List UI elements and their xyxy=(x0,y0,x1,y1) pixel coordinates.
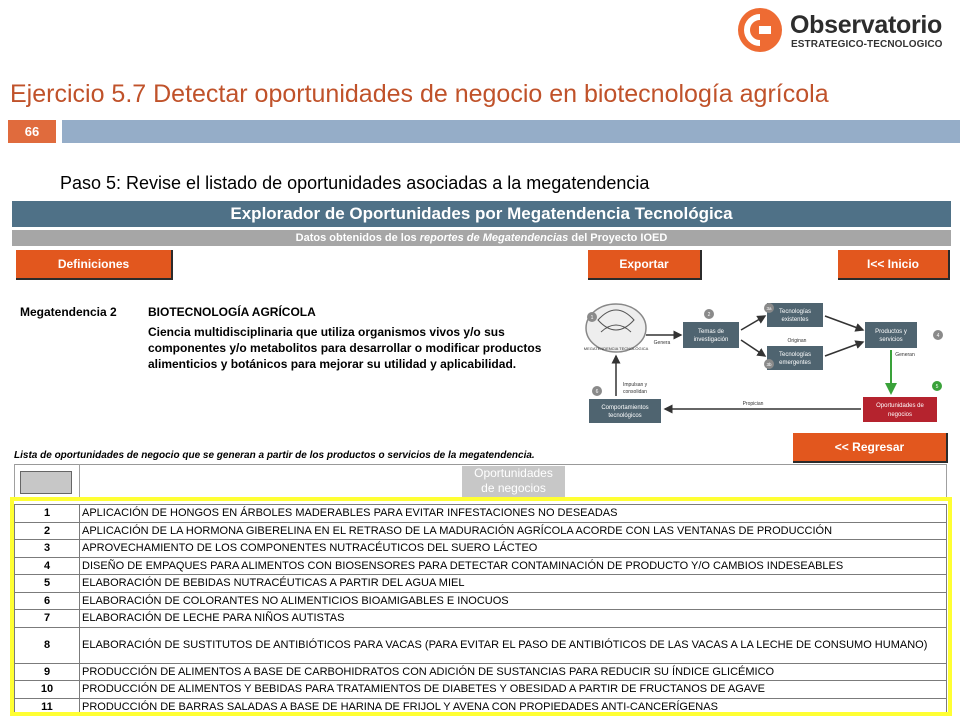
diagram-behaviors-l2: tecnológicos xyxy=(608,413,642,419)
diagram-research-l1: Temas de xyxy=(697,329,725,335)
row-number: 1 xyxy=(15,505,80,523)
diagram-research-l2: investigación xyxy=(693,337,729,343)
diagram-node-emerging-tech xyxy=(767,346,823,370)
diagram-existing-l2: existentes xyxy=(781,317,809,323)
explorer-sub-italic: reportes de Megatendencias xyxy=(419,232,569,244)
grid-line xyxy=(79,464,80,498)
diagram-megatrend-small: MEGATENDENCIA TECNOLÓGICA xyxy=(583,346,649,351)
diagram-label-impulsan-1: Impulsan y xyxy=(623,382,648,388)
row-number: 8 xyxy=(15,627,80,663)
diagram-step-number xyxy=(932,381,942,391)
svg-text:2: 2 xyxy=(707,312,711,318)
diagram-node-products xyxy=(865,322,917,348)
opportunities-column-header xyxy=(462,466,565,498)
megatrend-process-diagram xyxy=(583,298,948,426)
slide-title: Ejercicio 5.7 Detectar oportunidades de negocio en biotecnología agrícola xyxy=(10,80,829,108)
logo-subtitle: ESTRATEGICO-TECNOLOGICO xyxy=(791,39,943,50)
logo-wordmark: Observatorio xyxy=(790,11,943,39)
svg-text:3b: 3b xyxy=(766,362,772,367)
diagram-opportunities-l2: negocios xyxy=(887,412,913,418)
opportunities-header-l1: Oportunidades xyxy=(474,466,553,480)
opportunity-text: PRODUCCIÓN DE ALIMENTOS A BASE DE CARBOHIDRATOS CON ADICIÓN DE SUSTANCIAS PARA REDUCIR SU ÍNDICE GLICÉMICO xyxy=(80,663,947,681)
explorer-header: Explorador de Oportunidades por Megatendencia Tecnológica xyxy=(12,201,951,227)
opportunity-text: ELABORACIÓN DE COLORANTES NO ALIMENTICIOS BIOAMIGABLES E INOCUOS xyxy=(80,592,947,610)
opportunities-header-l2: de negocios xyxy=(481,481,546,495)
back-button[interactable]: << Regresar xyxy=(793,433,948,463)
diagram-step-number xyxy=(587,312,597,322)
opportunity-text: ELABORACIÓN DE SUSTITUTOS DE ANTIBIÓTICOS PARA VACAS (PARA EVITAR EL PASO DE ANTIBIÓTICOS DE LAS VACAS A LA LECHE DE CONSUMO HUMANO) xyxy=(80,627,947,663)
diagram-step-number xyxy=(592,386,602,396)
row-number: 7 xyxy=(15,610,80,628)
row-number: 11 xyxy=(15,698,80,716)
title-divider-bar xyxy=(62,120,960,143)
diagram-behaviors-l1: Comportamientos xyxy=(601,405,649,411)
diagram-step-number xyxy=(764,359,774,369)
megatrend-label: Megatendencia 2 xyxy=(20,305,117,319)
export-button[interactable]: Exportar xyxy=(588,250,702,280)
diagram-label-genera: Genera xyxy=(653,340,671,346)
diagram-node-research xyxy=(683,322,739,348)
opportunity-text: PRODUCCIÓN DE BARRAS SALADAS A BASE DE HARINA DE FRIJOL Y AVENA CON PROPIEDADES ANTI-CANCERÍGENAS xyxy=(80,698,947,716)
svg-text:1: 1 xyxy=(590,315,594,321)
explorer-sub-prefix: Datos obtenidos de los xyxy=(295,232,420,244)
diagram-label-impulsan-2: consolidan xyxy=(623,389,647,395)
row-number: 2 xyxy=(15,522,80,540)
row-number: 9 xyxy=(15,663,80,681)
svg-text:6: 6 xyxy=(595,389,599,395)
opportunity-text: APROVECHAMIENTO DE LOS COMPONENTES NUTRACÉUTICOS DEL SUERO LÁCTEO xyxy=(80,540,947,558)
opportunities-list-caption: Lista de oportunidades de negocio que se generan a partir de los productos o servicios de la megatendencia. xyxy=(14,450,535,461)
opportunity-text: DISEÑO DE EMPAQUES PARA ALIMENTOS CON BIOSENSORES PARA DETECTAR CONTAMINACIÓN DE PRODUCTO Y/O CAMBIOS INDESEABLES xyxy=(80,557,947,575)
opportunity-text: ELABORACIÓN DE LECHE PARA NIÑOS AUTISTAS xyxy=(80,610,947,628)
logo-mark-icon xyxy=(738,8,782,52)
highlight-frame xyxy=(10,497,952,716)
opportunity-text: PRODUCCIÓN DE ALIMENTOS Y BEBIDAS PARA TRATAMIENTOS DE DIABETES Y OBESIDAD A PARTIR DE FRUCTANOS DE AGAVE xyxy=(80,681,947,699)
diagram-opportunities-l1: Oportunidades de xyxy=(876,403,924,409)
row-number: 4 xyxy=(15,557,80,575)
svg-text:4: 4 xyxy=(936,333,940,339)
diagram-emerging-l2: emergentes xyxy=(779,360,811,366)
explorer-sub-suffix: del Proyecto IOED xyxy=(568,232,668,244)
diagram-step-number xyxy=(764,303,774,313)
diagram-existing-l1: Tecnologías xyxy=(778,309,812,315)
diagram-node-existing-tech xyxy=(767,303,823,327)
diagram-node-opportunities xyxy=(863,397,937,422)
step-instruction: Paso 5: Revise el listado de oportunidades asociadas a la megatendencia xyxy=(60,173,650,193)
opportunity-text: APLICACIÓN DE HONGOS EN ÁRBOLES MADERABLES PARA EVITAR INFESTACIONES NO DESEADAS xyxy=(80,505,947,523)
megatrend-description: Ciencia multidisciplinaria que utiliza organismos vivos y/o sus componentes y/o metabolitos para desarrollar o modificar productos alimenticios y botánicos para mejorar su utilidad y aplicabilidad. xyxy=(148,325,542,371)
row-number: 10 xyxy=(15,681,80,699)
opportunity-text: APLICACIÓN DE LA HORMONA GIBERELINA EN EL RETRASO DE LA MADURACIÓN AGRÍCOLA ACORDE CON LAS VENTANAS DE PRODUCCIÓN xyxy=(80,522,947,540)
home-button[interactable]: I<< Inicio xyxy=(838,250,950,280)
grid-line xyxy=(14,464,15,498)
diagram-node-megatrend xyxy=(584,304,649,352)
svg-text:5: 5 xyxy=(935,384,939,390)
page-number-badge: 66 xyxy=(8,120,56,143)
svg-text:3a: 3a xyxy=(766,306,772,311)
observatorio-logo xyxy=(738,8,953,54)
row-number: 3 xyxy=(15,540,80,558)
diagram-step-number xyxy=(933,330,943,340)
row-number: 6 xyxy=(15,592,80,610)
grid-line xyxy=(946,464,947,498)
megatrend-title: BIOTECNOLOGÍA AGRÍCOLA xyxy=(148,305,316,319)
definitions-button[interactable]: Definiciones xyxy=(16,250,173,280)
diagram-label-propician: Propician xyxy=(742,401,764,407)
diagram-products-l1: Productos y xyxy=(875,329,907,335)
diagram-products-l2: servicios xyxy=(879,337,903,343)
number-column-header xyxy=(20,471,72,494)
diagram-label-generan: Generan xyxy=(895,352,915,358)
diagram-node-behaviors xyxy=(589,399,661,423)
diagram-label-originan: Originan xyxy=(787,338,807,344)
explorer-subheader xyxy=(12,230,951,246)
diagram-step-number xyxy=(704,309,714,319)
row-number: 5 xyxy=(15,575,80,593)
diagram-emerging-l1: Tecnologías xyxy=(778,352,812,358)
opportunity-text: ELABORACIÓN DE BEBIDAS NUTRACÉUTICAS A PARTIR DEL AGUA MIEL xyxy=(80,575,947,593)
